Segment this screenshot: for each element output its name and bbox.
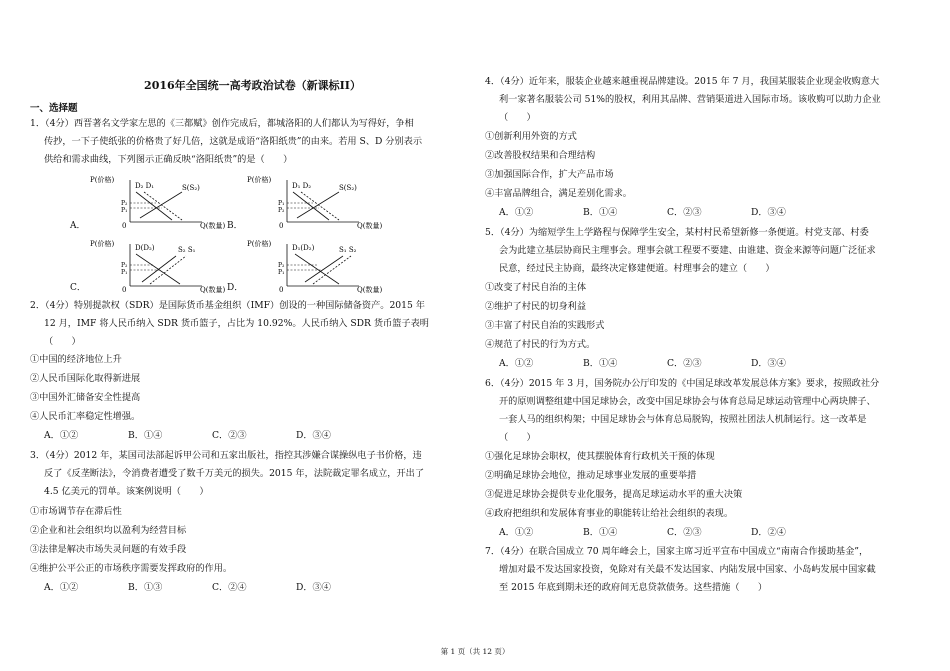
q4-option-a[interactable]: A．①② bbox=[499, 207, 534, 218]
q4-item-4: ④丰富品牌组合，满足差别化需求。 bbox=[485, 188, 632, 199]
graph-b-o: 0 bbox=[279, 222, 284, 230]
q6-line-3: 一套人马的组织构架；中国足球协会与体育总局脱钩，按照社团法人机制运行。这一改革是 bbox=[499, 414, 867, 425]
graph-d-s: S₁ S₂ bbox=[339, 246, 357, 254]
q1-line-3: 供给和需求曲线，下列图示正确反映“洛阳纸贵”的是（ ） bbox=[44, 154, 293, 165]
q3-option-a[interactable]: A．①② bbox=[44, 582, 79, 593]
graph-b-p1: P₁ bbox=[278, 200, 285, 207]
graph-b-d: D₁ D₂ bbox=[292, 182, 312, 190]
q1-line-1: 1．（4分）西晋著名文学家左思的《三都赋》创作完成后，都城洛阳的人们都认为写得好，争相 bbox=[30, 118, 414, 129]
graph-a-ylabel: P(价格) bbox=[90, 176, 115, 184]
graph-a-p2: P₁ bbox=[121, 207, 128, 214]
graph-d-o: 0 bbox=[279, 286, 284, 294]
q7-line-3: 至 2015 年底到期未还的政府间无息贷款债务。这些措施（ ） bbox=[499, 582, 768, 593]
graph-b-p2: P₂ bbox=[278, 207, 285, 214]
q3-option-b[interactable]: B．①③ bbox=[128, 582, 163, 593]
q2-line-1: 2．（4分）特别提款权（SDR）是国际货币基金组织（IMF）创设的一种国际储备资产。2015 年 bbox=[30, 300, 425, 311]
q2-option-d[interactable]: D．③④ bbox=[296, 430, 331, 441]
q4-option-d[interactable]: D．③④ bbox=[751, 207, 786, 218]
graph-b-xlabel: Q(数量) bbox=[357, 222, 383, 230]
q3-line-1: 3．（4分）2012 年，某国司法部起诉甲公司和五家出版社，指控其涉嫌合谋操纵电子书价格，违 bbox=[30, 450, 422, 461]
q6-item-2: ②明确足球协会地位，推动足球事业发展的重要举措 bbox=[485, 470, 697, 481]
q1-graph-a bbox=[90, 172, 230, 232]
q1-graph-b bbox=[247, 172, 387, 232]
graph-a-o: 0 bbox=[122, 222, 127, 230]
q4-line-1: 4．（4分）近年来，服装企业越来越重视品牌建设。2015 年 7 月，我国某服装企业现金收购意大 bbox=[485, 76, 880, 87]
q3-item-2: ②企业和社会组织均以盈利为经营目标 bbox=[30, 525, 187, 536]
graph-a-p1: P₂ bbox=[121, 200, 128, 207]
q3-item-4: ④维护公平公正的市场秩序需要发挥政府的作用。 bbox=[30, 563, 233, 574]
graph-a-d: D₂ D₁ bbox=[135, 182, 155, 190]
q1-option-c-label: C． bbox=[70, 283, 86, 293]
q6-item-3: ③促进足球协会提供专业化服务，提高足球运动水平的重大决策 bbox=[485, 489, 743, 500]
q2-item-2: ②人民币国际化取得新进展 bbox=[30, 373, 141, 384]
q5-option-c[interactable]: C．②③ bbox=[667, 358, 702, 369]
q3-item-3: ③法律是解决市场失灵问题的有效手段 bbox=[30, 544, 187, 555]
q1-line-2: 传抄，一下子使纸张的价格贵了好几倍，这就是成语“洛阳纸贵”的由来。若用 S、D 分别表示 bbox=[44, 136, 423, 147]
q6-item-4: ④政府把组织和发展体育事业的职能转让给社会组织的表现。 bbox=[485, 508, 734, 519]
q2-line-3: （ ） bbox=[44, 336, 81, 347]
q6-option-b[interactable]: B．①④ bbox=[583, 527, 618, 538]
graph-d-p2: P₁ bbox=[278, 269, 285, 276]
graph-a-xlabel: Q(数量) bbox=[200, 222, 226, 230]
q5-line-3: 民意，经过民主协商，最终决定修建便道。村理事会的建立（ ） bbox=[499, 263, 775, 274]
q2-item-3: ③中国外汇储备安全性提高 bbox=[30, 392, 141, 403]
q6-options bbox=[499, 527, 835, 539]
q5-option-b[interactable]: B．①④ bbox=[583, 358, 618, 369]
q5-option-d[interactable]: D．③④ bbox=[751, 358, 786, 369]
q6-option-d[interactable]: D．②④ bbox=[751, 527, 786, 538]
q2-options bbox=[44, 430, 380, 442]
q6-option-a[interactable]: A．①② bbox=[499, 527, 534, 538]
q7-line-1: 7．（4分）在联合国成立 70 周年峰会上，国家主席习近平宣布中国成立“南南合作援助基金”， bbox=[485, 546, 869, 557]
graph-b-s: S(S₂) bbox=[339, 184, 357, 192]
q1-option-b-label: B． bbox=[227, 221, 243, 231]
q3-option-c[interactable]: C．②④ bbox=[212, 582, 247, 593]
q2-item-1: ①中国的经济地位上升 bbox=[30, 354, 122, 365]
graph-c-xlabel: Q(数量) bbox=[200, 286, 226, 294]
graph-c-p1: P₂ bbox=[121, 262, 128, 269]
q1-graph-d bbox=[247, 236, 387, 296]
q7-line-2: 增加对最不发达国家投资，免除对有关最不发达国家、内陆发展中国家、小岛屿发展中国家截 bbox=[499, 564, 876, 575]
q5-item-2: ②维护了村民的切身利益 bbox=[485, 301, 587, 312]
q1-option-d-label: D． bbox=[227, 283, 244, 293]
q4-line-3: （ ） bbox=[499, 112, 536, 123]
graph-d-p1: P₂ bbox=[278, 262, 285, 269]
graph-c-p2: P₁ bbox=[121, 269, 128, 276]
graph-d-d: D₁(D₂) bbox=[292, 244, 315, 252]
q1-option-a-label: A． bbox=[70, 221, 86, 231]
graph-c-ylabel: P(价格) bbox=[90, 240, 115, 248]
q1-graph-c bbox=[90, 236, 230, 296]
q5-option-a[interactable]: A．①② bbox=[499, 358, 534, 369]
q4-item-2: ②改善股权结果和合理结构 bbox=[485, 150, 596, 161]
graph-b-ylabel: P(价格) bbox=[247, 176, 272, 184]
q2-option-c[interactable]: C．②③ bbox=[212, 430, 247, 441]
q3-line-2: 反了《反垄断法》，令消费者遭受了数千万美元的损失。2015 年，法院裁定罪名成立，开出了 bbox=[44, 468, 425, 479]
q2-option-a[interactable]: A．①② bbox=[44, 430, 79, 441]
q4-option-b[interactable]: B．①④ bbox=[583, 207, 618, 218]
graph-a-s: S(S₂) bbox=[182, 184, 200, 192]
page-title: 2016年全国统一高考政治试卷（新课标II） bbox=[144, 79, 361, 92]
page-footer: 第 1 页（共 12 页） bbox=[440, 647, 510, 656]
q4-option-c[interactable]: C．②③ bbox=[667, 207, 702, 218]
q6-item-1: ①强化足球协会职权，使其摆脱体育行政机关干预的体现 bbox=[485, 451, 715, 462]
q5-item-1: ①改变了村民自治的主体 bbox=[485, 282, 587, 293]
graph-d-xlabel: Q(数量) bbox=[357, 286, 383, 294]
q2-item-4: ④人民币汇率稳定性增强。 bbox=[30, 411, 141, 422]
q3-item-1: ①市场调节存在滞后性 bbox=[30, 506, 122, 517]
q6-line-1: 6．（4分）2015 年 3 月，国务院办公厅印发的《中国足球改革发展总体方案》要求，按照政社分 bbox=[485, 378, 880, 389]
q6-option-c[interactable]: C．②③ bbox=[667, 527, 702, 538]
q5-line-2: 会为此建立基层协商民主理事会。理事会就工程要不要建、由谁建、资金来源等问题广泛征求 bbox=[499, 245, 876, 256]
q4-item-3: ③加强国际合作，扩大产品市场 bbox=[485, 169, 614, 180]
graph-c-o: 0 bbox=[122, 286, 127, 294]
graph-d-ylabel: P(价格) bbox=[247, 240, 272, 248]
q2-option-b[interactable]: B．①④ bbox=[128, 430, 163, 441]
q4-item-1: ①创新利用外资的方式 bbox=[485, 131, 577, 142]
q3-options bbox=[44, 582, 380, 594]
q5-line-1: 5．（4分）为缩短学生上学路程与保障学生安全，某村村民希望新修一条便道。村党支部、村委 bbox=[485, 227, 869, 238]
q3-line-3: 4.5 亿美元的罚单。该案例说明（ ） bbox=[44, 486, 209, 497]
q4-line-2: 利一家著名服装公司 51%的股权，利用其品牌、营销渠道进入国际市场。该收购可以助力企业 bbox=[499, 94, 881, 105]
q5-item-3: ③丰富了村民自治的实践形式 bbox=[485, 320, 605, 331]
section-heading: 一、选择题 bbox=[30, 103, 78, 114]
q5-options bbox=[499, 358, 835, 370]
q6-line-2: 开的原则调整组建中国足球协会，改变中国足球协会与体育总局足球运动管理中心两块牌子、 bbox=[499, 396, 876, 407]
q6-line-4: （ ） bbox=[499, 432, 536, 443]
q3-option-d[interactable]: D．③④ bbox=[296, 582, 331, 593]
q4-options bbox=[499, 207, 835, 219]
graph-c-s: S₂ S₁ bbox=[178, 246, 196, 254]
q2-line-2: 12 月，IMF 将人民币纳入 SDR 货币篮子，占比为 10.92%。人民币纳入 SDR 货币篮子表明 bbox=[44, 318, 429, 329]
graph-c-d: D(D₂) bbox=[135, 244, 155, 252]
q5-item-4: ④规范了村民的行为方式。 bbox=[485, 339, 596, 350]
